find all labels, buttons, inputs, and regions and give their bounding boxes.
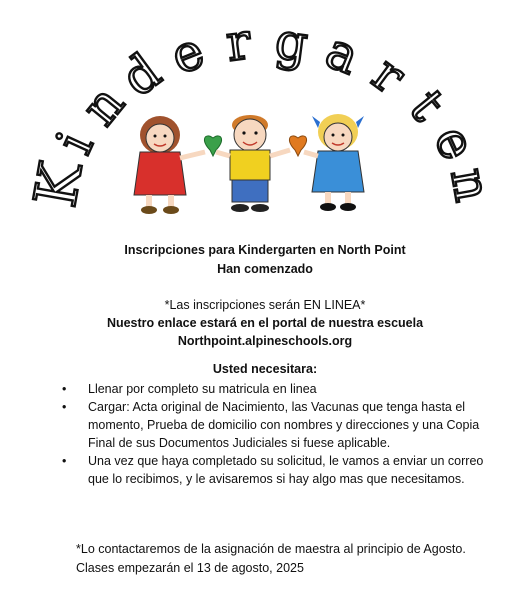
girl-blue-dress-illustration	[304, 114, 364, 211]
banner-letter: n	[70, 74, 136, 137]
requirements-list	[60, 380, 500, 488]
banner-letter: d	[111, 42, 172, 108]
banner-letter: e	[162, 21, 212, 86]
requirement-text: Cargar: Acta original de Nacimiento, las Vacunas que tenga hasta el momento, Prueba de domicilio con nombres y direcciones y una Copia Final de sus Documentos Judiciales si fuese aplicable.	[88, 400, 480, 450]
portal-notice: Nuestro enlace estará en el portal de nuestra escuela	[106, 316, 424, 330]
banner-letter: e	[422, 117, 488, 169]
list-item	[60, 380, 500, 398]
portal-url: Northpoint.alpineschools.org	[177, 334, 353, 348]
banner-letter: i	[45, 123, 105, 163]
girl-red-dress-illustration	[134, 116, 205, 214]
banner-letter: r	[222, 12, 255, 73]
bullet-icon: •	[62, 400, 67, 414]
needs-heading: Usted necesitara:	[212, 362, 318, 376]
banner-letter: n	[439, 163, 503, 206]
registration-status: Han comenzado	[217, 262, 313, 276]
boy-yellow-shirt-illustration	[216, 115, 290, 212]
banner-letter: t	[398, 79, 457, 132]
requirement-text: Una vez que haya completado su solicitud, le vamos a enviar un correo que lo recibimos, y le avisaremos si hay algo mas que necesitamos.	[88, 454, 484, 486]
bullet-icon: •	[62, 454, 67, 468]
registration-title: Inscripciones para Kindergarten en North Point	[124, 243, 406, 257]
bullet-icon: •	[62, 382, 67, 396]
requirement-text: Llenar por completo su matricula en linea	[88, 382, 317, 396]
banner-letter: r	[362, 44, 416, 106]
teacher-assignment-note: *Lo contactaremos de la asignación de maestra al principio de Agosto. Clases empezarán el 13 de agosto, 2025	[76, 542, 466, 575]
list-item	[60, 398, 500, 452]
banner-letter: g	[271, 11, 312, 74]
list-item	[60, 452, 500, 488]
banner-letter: a	[318, 21, 368, 86]
kindergarten-banner	[0, 0, 530, 230]
online-notice: *Las inscripciones serán EN LINEA*	[164, 298, 366, 312]
banner-letter: K	[20, 157, 96, 212]
